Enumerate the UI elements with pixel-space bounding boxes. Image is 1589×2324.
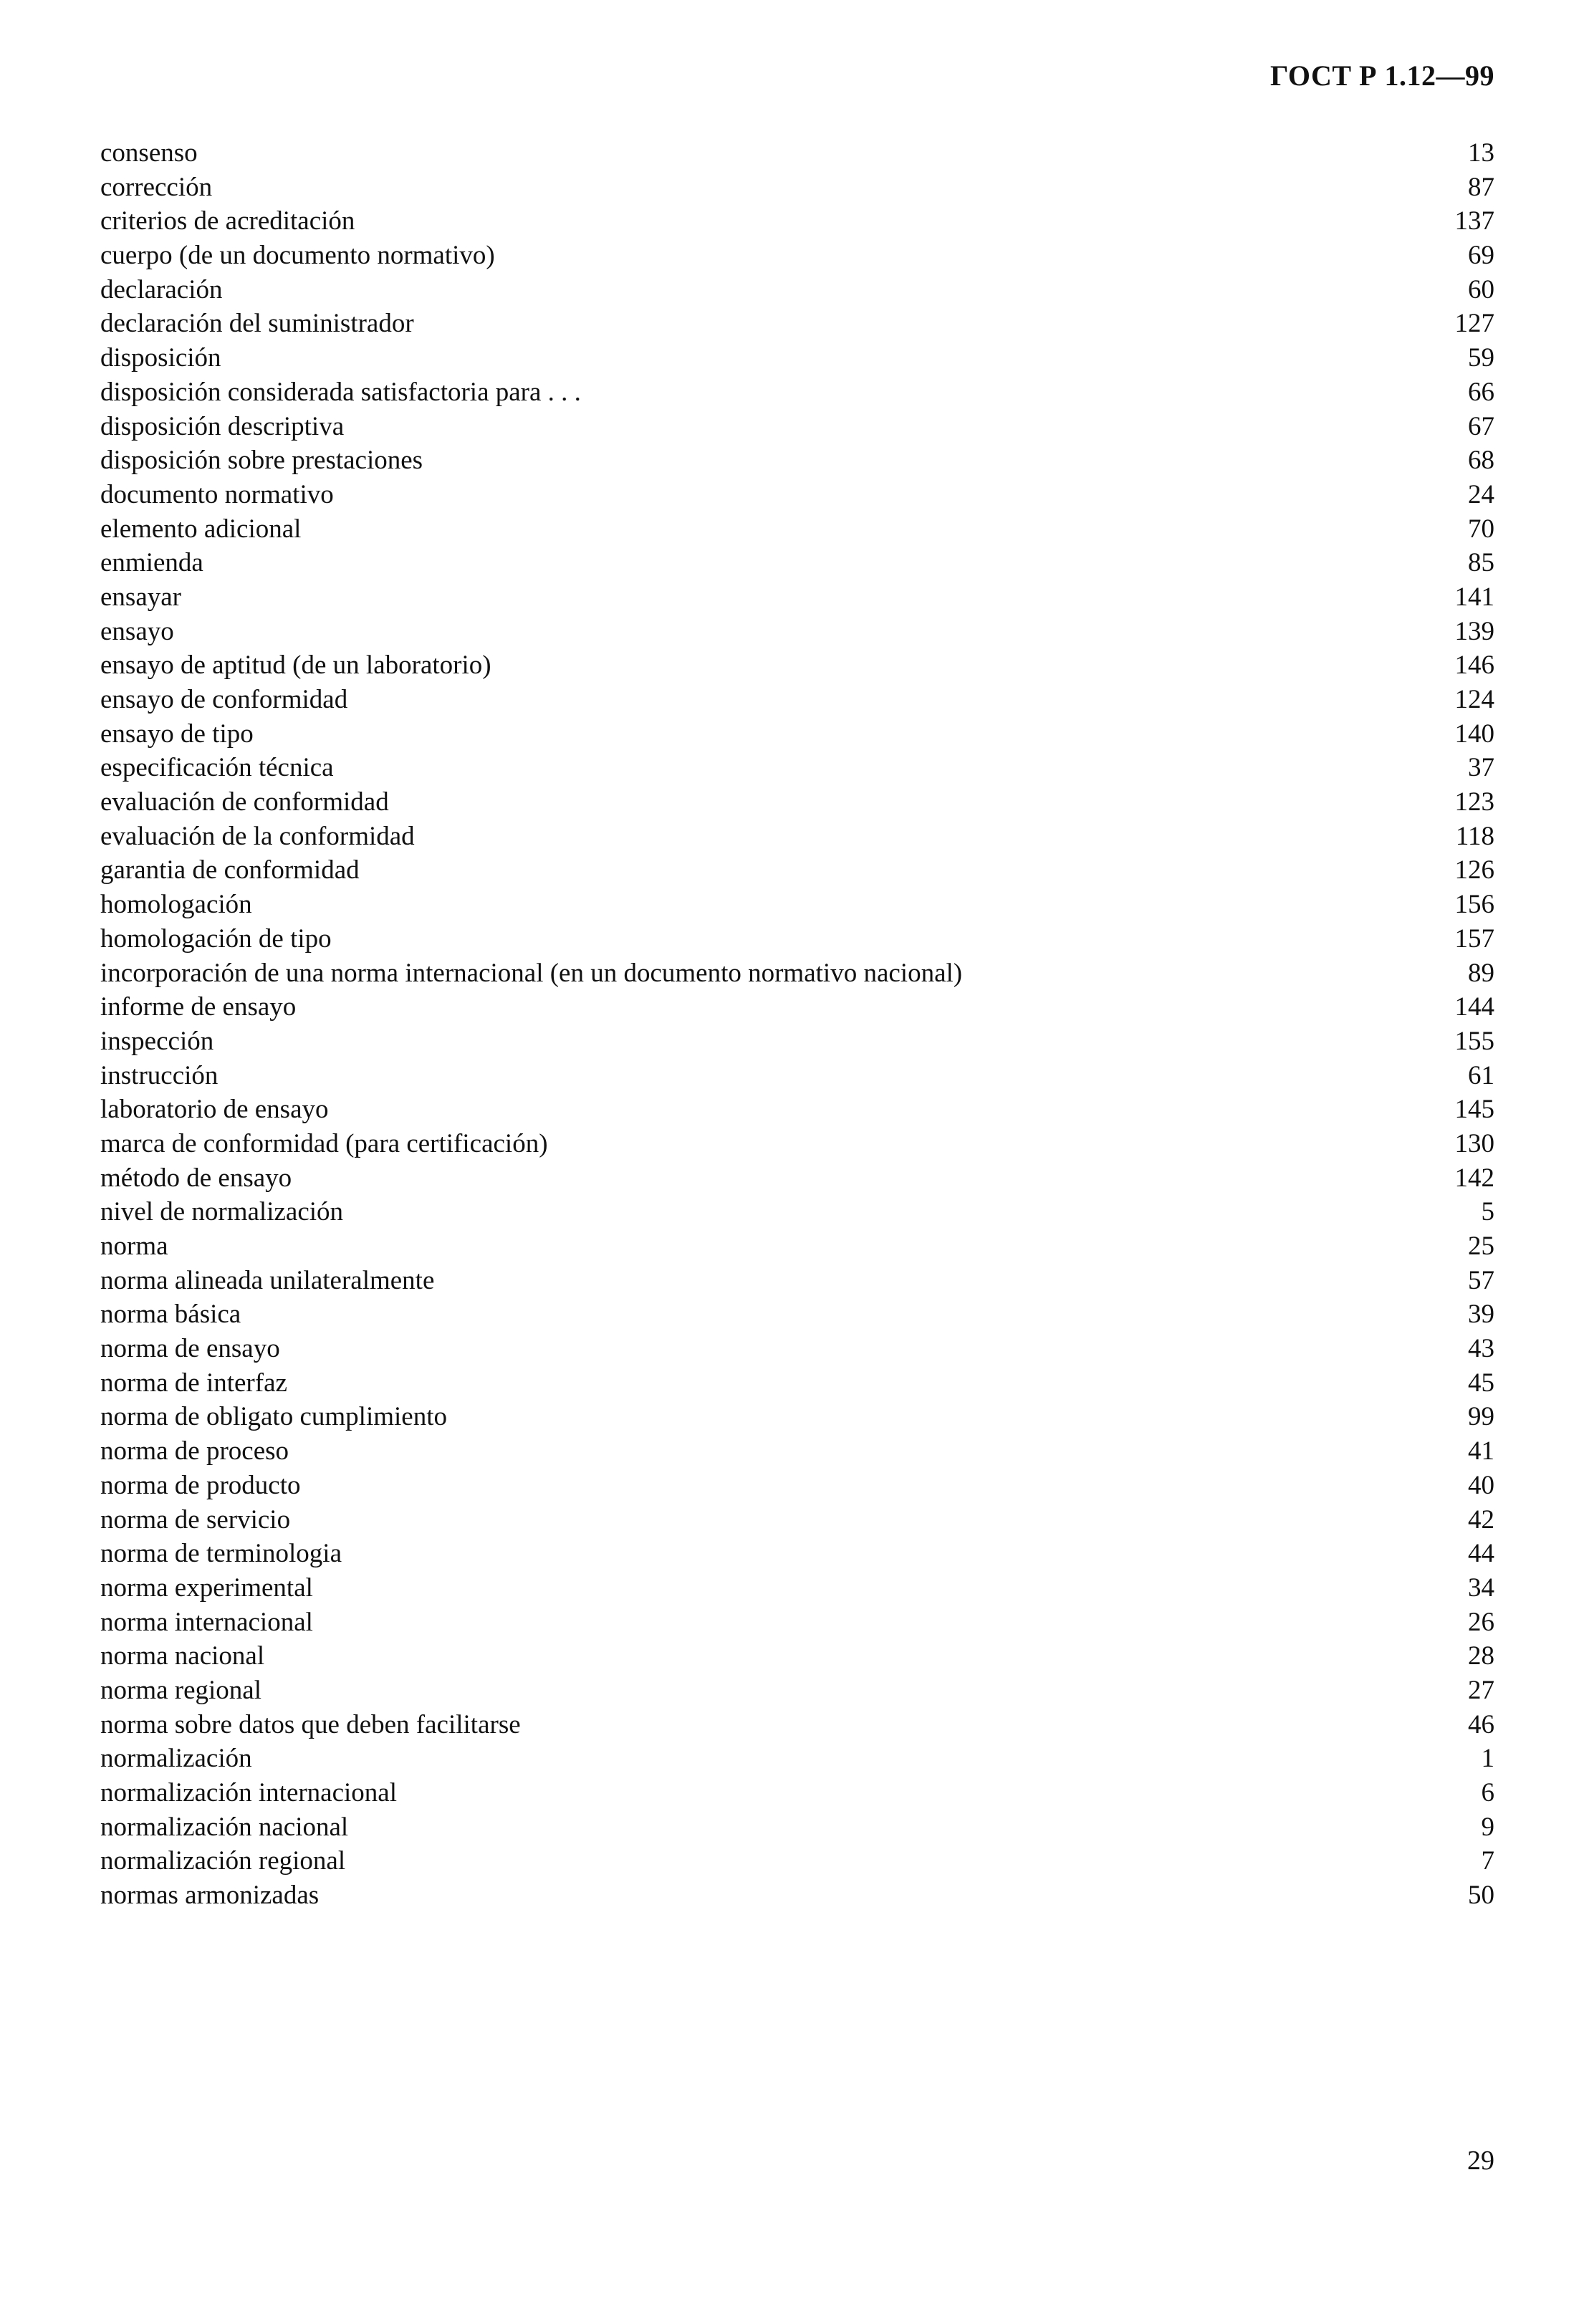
index-entry (100, 1264, 1494, 1298)
index-entry (100, 785, 1494, 820)
index-term: norma de interfaz (100, 1368, 287, 1398)
index-term-number: 13 (1468, 138, 1494, 168)
index-entry (100, 1059, 1494, 1093)
index-term-number: 127 (1454, 309, 1494, 339)
index-term-number: 126 (1454, 855, 1494, 885)
index-term: corrección (100, 172, 213, 202)
index-term-number: 66 (1468, 377, 1494, 407)
index-term: norma sobre datos que deben facilitarse (100, 1709, 521, 1739)
index-term: disposición considerada satisfactoria para . . . (100, 377, 581, 407)
index-term-number: 1 (1481, 1744, 1494, 1774)
index-term-number: 99 (1468, 1402, 1494, 1432)
index-term: ensayo de conformidad (100, 685, 348, 714)
index-entry (100, 1366, 1494, 1401)
index-term-number: 144 (1454, 992, 1494, 1022)
index-term-number: 45 (1468, 1368, 1494, 1398)
index-term-number: 69 (1468, 241, 1494, 271)
index-term: criterios de acreditación (100, 206, 355, 236)
index-term: evaluación de la conformidad (100, 821, 415, 851)
index-entry (100, 751, 1494, 785)
index-term: norma experimental (100, 1572, 313, 1603)
index-term: garantia de conformidad (100, 855, 360, 885)
index-term-number: 50 (1468, 1881, 1494, 1911)
index-term-number: 40 (1468, 1470, 1494, 1500)
index-term: homologación (100, 890, 252, 920)
index-entry (100, 204, 1494, 239)
index-entry (100, 853, 1494, 888)
index-entry (100, 1571, 1494, 1605)
index-entry (100, 1810, 1494, 1845)
index-entry (100, 1639, 1494, 1674)
index-term: norma de producto (100, 1470, 301, 1500)
index-term: laboratorio de ensayo (100, 1095, 329, 1125)
index-term: cuerpo (de un documento normativo) (100, 241, 495, 271)
index-term-number: 60 (1468, 274, 1494, 304)
index-entry (100, 307, 1494, 341)
index-term: norma (100, 1231, 168, 1261)
index-term: declaración del suministrador (100, 309, 414, 339)
index-term: nivel de normalización (100, 1197, 344, 1227)
index-entry (100, 1297, 1494, 1332)
index-entry (100, 1878, 1494, 1913)
index-term: declaración (100, 274, 223, 304)
index-entry (100, 136, 1494, 171)
index-entry (100, 171, 1494, 205)
index-entry (100, 1161, 1494, 1196)
index-term: instrucción (100, 1060, 219, 1090)
index-term: normalización (100, 1744, 252, 1774)
index-entry (100, 615, 1494, 649)
index-term-number: 26 (1468, 1607, 1494, 1637)
index-term: norma de ensayo (100, 1334, 280, 1364)
index-entry (100, 990, 1494, 1024)
index-entry (100, 1469, 1494, 1503)
index-term: norma de terminologia (100, 1539, 342, 1569)
index-entry (100, 410, 1494, 444)
index-term: normas armonizadas (100, 1881, 320, 1911)
index-term-number: 44 (1468, 1539, 1494, 1569)
index-term: documento normativo (100, 479, 334, 509)
index-entry (100, 1503, 1494, 1537)
index-term-number: 123 (1454, 787, 1494, 817)
index-entry (100, 1742, 1494, 1776)
index-term: disposición (100, 343, 221, 373)
index-entry (100, 1229, 1494, 1264)
page-number: 29 (1467, 2146, 1494, 2176)
index-term-number: 155 (1454, 1026, 1494, 1056)
index-term: disposición descriptiva (100, 411, 345, 441)
index-entry (100, 888, 1494, 922)
index-term: norma de servicio (100, 1504, 291, 1535)
index-entry (100, 1093, 1494, 1127)
index-term-number: 124 (1454, 685, 1494, 714)
index-term: norma alineada unilateralmente (100, 1265, 435, 1295)
index-term: norma básica (100, 1300, 241, 1330)
index-term-number: 57 (1468, 1265, 1494, 1295)
index-term-number: 156 (1454, 890, 1494, 920)
index-entry (100, 341, 1494, 375)
index-entry (100, 512, 1494, 547)
index-entry (100, 1434, 1494, 1469)
index-entry (100, 580, 1494, 615)
index-term-number: 41 (1468, 1436, 1494, 1466)
index-term-number: 70 (1468, 514, 1494, 544)
index-term: normalización regional (100, 1846, 346, 1876)
index-term-number: 7 (1481, 1846, 1494, 1876)
index-entry (100, 1332, 1494, 1366)
index-term-number: 59 (1468, 343, 1494, 373)
index-term-number: 142 (1454, 1163, 1494, 1193)
index-term: evaluación de conformidad (100, 787, 389, 817)
index-term-number: 139 (1454, 616, 1494, 646)
index-term: ensayo de tipo (100, 719, 254, 749)
index-entry (100, 717, 1494, 752)
index-term-number: 34 (1468, 1572, 1494, 1603)
index-term: ensayo de aptitud (de un laboratorio) (100, 650, 491, 681)
index-term: norma internacional (100, 1607, 313, 1637)
index-term-number: 157 (1454, 923, 1494, 954)
index-term: norma regional (100, 1675, 261, 1705)
index-term: marca de conformidad (para certificación) (100, 1128, 548, 1158)
index-term-number: 9 (1481, 1812, 1494, 1842)
index-entry (100, 239, 1494, 273)
index-term-number: 37 (1468, 753, 1494, 783)
index-entry (100, 1708, 1494, 1742)
index-entry (100, 1024, 1494, 1059)
index-term: incorporación de una norma internacional (en un documento normativo nacional) (100, 958, 963, 988)
index-entry (100, 1400, 1494, 1434)
index-term: norma de obligato cumplimiento (100, 1402, 447, 1432)
index-term-number: 43 (1468, 1334, 1494, 1364)
index-entry (100, 922, 1494, 956)
index-term-number: 24 (1468, 479, 1494, 509)
index-term-number: 85 (1468, 548, 1494, 578)
index-term-number: 140 (1454, 719, 1494, 749)
index-entry (100, 683, 1494, 717)
index-term: normalización nacional (100, 1812, 349, 1842)
index-entry (100, 546, 1494, 580)
index-term: ensayo (100, 616, 174, 646)
index-term-number: 146 (1454, 650, 1494, 681)
index-term: disposición sobre prestaciones (100, 446, 423, 476)
index-entry (100, 1537, 1494, 1571)
index-term: especificación técnica (100, 753, 334, 783)
index-entry (100, 820, 1494, 854)
index-entry (100, 443, 1494, 478)
index-term-number: 87 (1468, 172, 1494, 202)
index-entry (100, 273, 1494, 307)
index-term: norma nacional (100, 1641, 265, 1671)
index-term-number: 89 (1468, 958, 1494, 988)
index-term-number: 68 (1468, 446, 1494, 476)
index-term-number: 130 (1454, 1128, 1494, 1158)
index-term-number: 6 (1481, 1778, 1494, 1807)
index-entry (100, 1605, 1494, 1640)
index-term-number: 42 (1468, 1504, 1494, 1535)
index-term: elemento adicional (100, 514, 302, 544)
index-term-number: 25 (1468, 1231, 1494, 1261)
index-term-number: 118 (1455, 821, 1494, 851)
index-term: norma de proceso (100, 1436, 289, 1466)
index-entry (100, 648, 1494, 683)
index-term: enmienda (100, 548, 203, 578)
index-term-number: 137 (1454, 206, 1494, 236)
index-term: método de ensayo (100, 1163, 292, 1193)
index-term-number: 67 (1468, 411, 1494, 441)
index-entry (100, 1127, 1494, 1161)
index-term-number: 5 (1481, 1197, 1494, 1227)
index-entry (100, 478, 1494, 512)
index-term-number: 145 (1454, 1095, 1494, 1125)
index-term-number: 27 (1468, 1675, 1494, 1705)
page-header-standard-code: ГОСТ Р 1.12—99 (1269, 59, 1494, 92)
index-term: homologación de tipo (100, 923, 332, 954)
index-list (100, 136, 1494, 1913)
index-entry (100, 1844, 1494, 1878)
index-term-number: 46 (1468, 1709, 1494, 1739)
index-entry (100, 1195, 1494, 1229)
index-term-number: 141 (1454, 582, 1494, 612)
index-term: inspección (100, 1026, 214, 1056)
index-term: normalización internacional (100, 1778, 398, 1807)
index-term: consenso (100, 138, 198, 168)
index-entry (100, 956, 1494, 991)
index-entry (100, 375, 1494, 410)
index-term: informe de ensayo (100, 992, 297, 1022)
index-entry (100, 1674, 1494, 1708)
index-entry (100, 1776, 1494, 1810)
index-term-number: 28 (1468, 1641, 1494, 1671)
index-term-number: 61 (1468, 1060, 1494, 1090)
index-term: ensayar (100, 582, 181, 612)
index-term-number: 39 (1468, 1300, 1494, 1330)
